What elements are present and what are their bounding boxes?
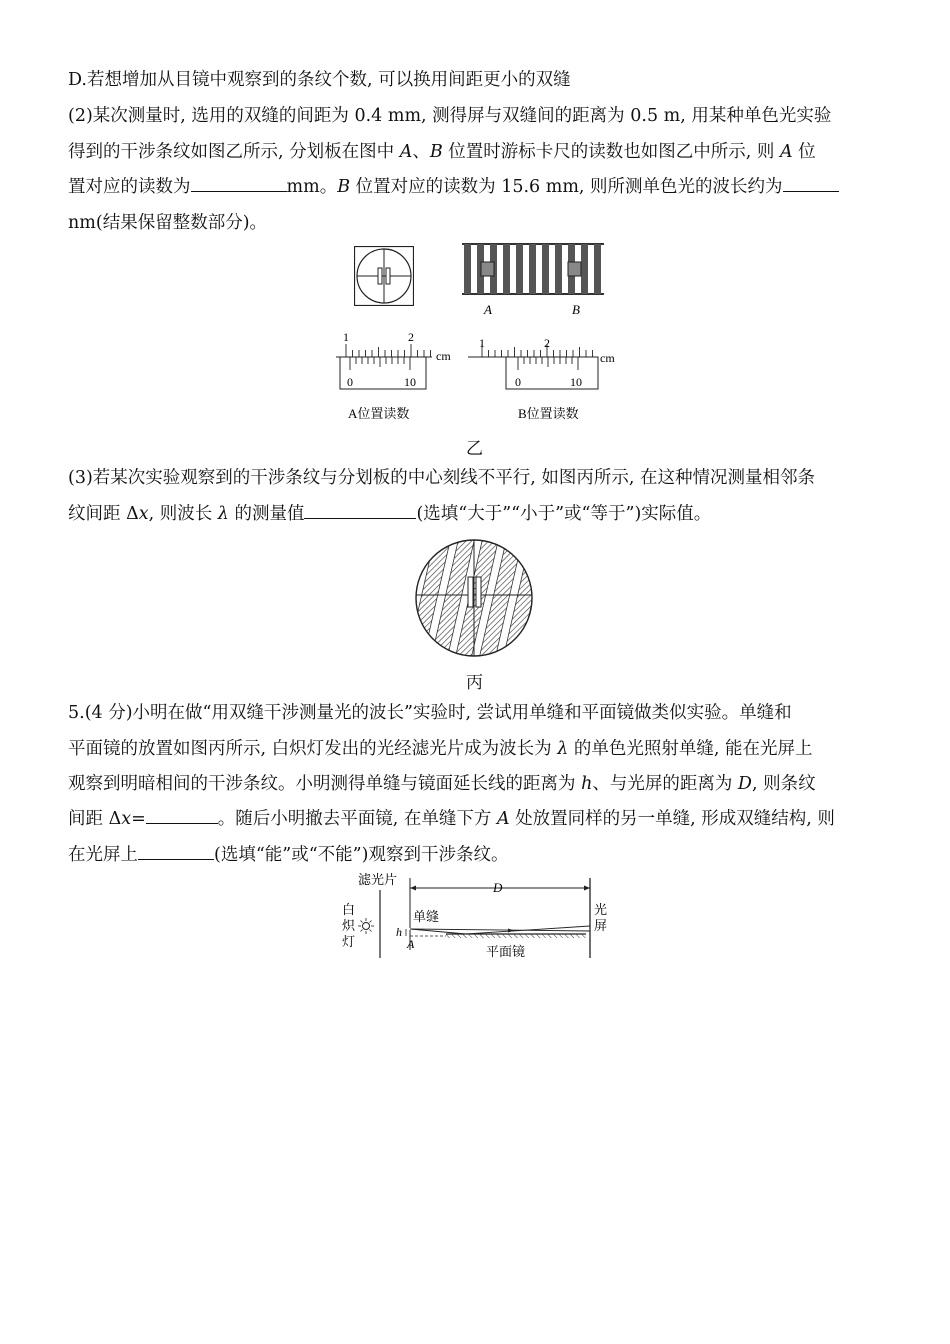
text-segment: 位 [792, 142, 816, 162]
text-segment: 。随后小明撤去平面镜, 在单缝下方 [217, 809, 497, 829]
q4-part3-line2 [68, 502, 711, 526]
text-segment: 的单色光照射单缝, 能在光屏上 [568, 739, 813, 759]
mirror-label: 平面镜 [486, 944, 526, 959]
eyepiece-view-figure [354, 246, 414, 306]
q5-line4 [68, 807, 835, 831]
var-b: B [337, 177, 351, 197]
q5-line5 [68, 843, 508, 867]
figure-bing-caption: 丙 [466, 673, 483, 693]
unit-cm: cm [600, 351, 615, 365]
var-lambda: λ [557, 739, 569, 759]
screen-label-1: 光 [594, 902, 608, 917]
text-segment: (选填“大于”“小于”或“等于”)实际值。 [416, 504, 712, 524]
caption-a-reading: A位置读数 [348, 406, 410, 421]
q4-part2-line1: (2)某次测量时, 选用的双缝的间距为 0.4 mm, 测得屏与双缝间的距离为 0.5 m, 用某种单色光实验 [68, 106, 832, 126]
vernier-caliper-a [334, 330, 464, 425]
slit-label: 单缝 [413, 909, 440, 924]
lamp-icon [358, 918, 374, 934]
text-segment: 得到的干涉条纹如图乙所示, 分划板在图中 [68, 142, 400, 162]
text-segment: 平面镜的放置如图丙所示, 白炽灯发出的光经滤光片成为波长为 [68, 739, 558, 759]
q4-part3-line1: (3)若某次实验观察到的干涉条纹与分划板的中心刻线不平行, 如图丙所示, 在这种情况测量相邻条 [68, 468, 816, 488]
vernier-caliper-b [466, 330, 626, 425]
text-segment: 观察到明暗相间的干涉条纹。小明测得单缝与镜面延长线的距离为 [68, 774, 582, 794]
text-segment: 纹间距 Δ [68, 504, 139, 524]
text-segment: 置对应的读数为 [68, 177, 191, 197]
q5-line3 [68, 772, 816, 796]
vernier-10: 10 [404, 375, 416, 389]
main-scale-2: 2 [544, 336, 550, 350]
answer-blank-a-reading[interactable] [191, 175, 287, 192]
interference-fringes-figure [460, 242, 606, 318]
lamp-label-3: 灯 [342, 934, 356, 949]
answer-blank-can-observe[interactable] [138, 843, 214, 860]
q5-line1: 5.(4 分)小明在做“用双缝干涉测量光的波长”实验时, 尝试用单缝和平面镜做类似实验。单缝和 [68, 703, 792, 723]
text-segment: mm。 [286, 177, 338, 197]
vernier-0: 0 [515, 375, 521, 389]
direct-ray [410, 929, 590, 931]
text-segment: , 则波长 [148, 504, 218, 524]
var-x: x [138, 504, 149, 524]
q4-part2-line3 [68, 175, 839, 199]
fringe-label-b: B [572, 302, 580, 317]
lamp-label-2: 炽 [342, 918, 356, 933]
h-label: h [396, 925, 402, 939]
answer-blank-comparison[interactable] [304, 502, 416, 519]
answer-blank-wavelength[interactable] [783, 175, 839, 192]
var-h: h [581, 774, 593, 794]
main-scale-1: 1 [343, 330, 349, 344]
text-segment: 处放置同样的另一单缝, 形成双缝结构, 则 [509, 809, 835, 829]
distance-d-label: D [493, 880, 503, 895]
main-scale-1: 1 [479, 336, 485, 350]
screen-label-2: 屏 [594, 918, 608, 933]
tilted-fringes-figure [413, 537, 535, 659]
answer-blank-fringe-spacing[interactable] [146, 807, 218, 824]
text-segment: 、与光屏的距离为 [592, 774, 738, 794]
text-segment: = [131, 809, 146, 829]
text-segment: (选填“能”或“不能”)观察到干涉条纹。 [214, 845, 509, 865]
text-segment: 、 [412, 142, 430, 162]
var-d: D [737, 774, 752, 794]
text-segment: 的测量值 [228, 504, 305, 524]
var-lambda: λ [217, 504, 229, 524]
text-segment: 在光屏上 [68, 845, 138, 865]
text-segment: 间距 Δ [68, 809, 122, 829]
fringe-label-a: A [484, 302, 492, 317]
text-segment: , 则条纹 [751, 774, 816, 794]
figure-yi-caption: 乙 [466, 439, 483, 459]
vernier-10: 10 [570, 375, 582, 389]
mirror-interference-apparatus [336, 870, 616, 962]
var-a: A [399, 142, 413, 162]
var-a: A [779, 142, 793, 162]
unit-cm: cm [436, 349, 451, 363]
vernier-0: 0 [347, 375, 353, 389]
text-segment: 位置对应的读数为 15.6 mm, 则所测单色光的波长约为 [350, 177, 783, 197]
filter-label: 滤光片 [358, 872, 398, 887]
a-label: A [407, 937, 415, 951]
q4-part2-line4: nm(结果保留整数部分)。 [68, 213, 268, 233]
var-a: A [496, 809, 510, 829]
caption-b-reading: B位置读数 [518, 406, 579, 421]
q4-part2-line2 [68, 140, 816, 164]
text-segment: 位置时游标卡尺的读数也如图乙中所示, 则 [442, 142, 780, 162]
main-scale-2: 2 [408, 330, 414, 344]
var-b: B [429, 142, 443, 162]
var-x: x [121, 809, 132, 829]
q5-line2 [68, 737, 812, 761]
option-d: D.若想增加从目镜中观察到的条纹个数, 可以换用间距更小的双缝 [68, 70, 571, 90]
lamp-label-1: 白 [342, 902, 356, 917]
